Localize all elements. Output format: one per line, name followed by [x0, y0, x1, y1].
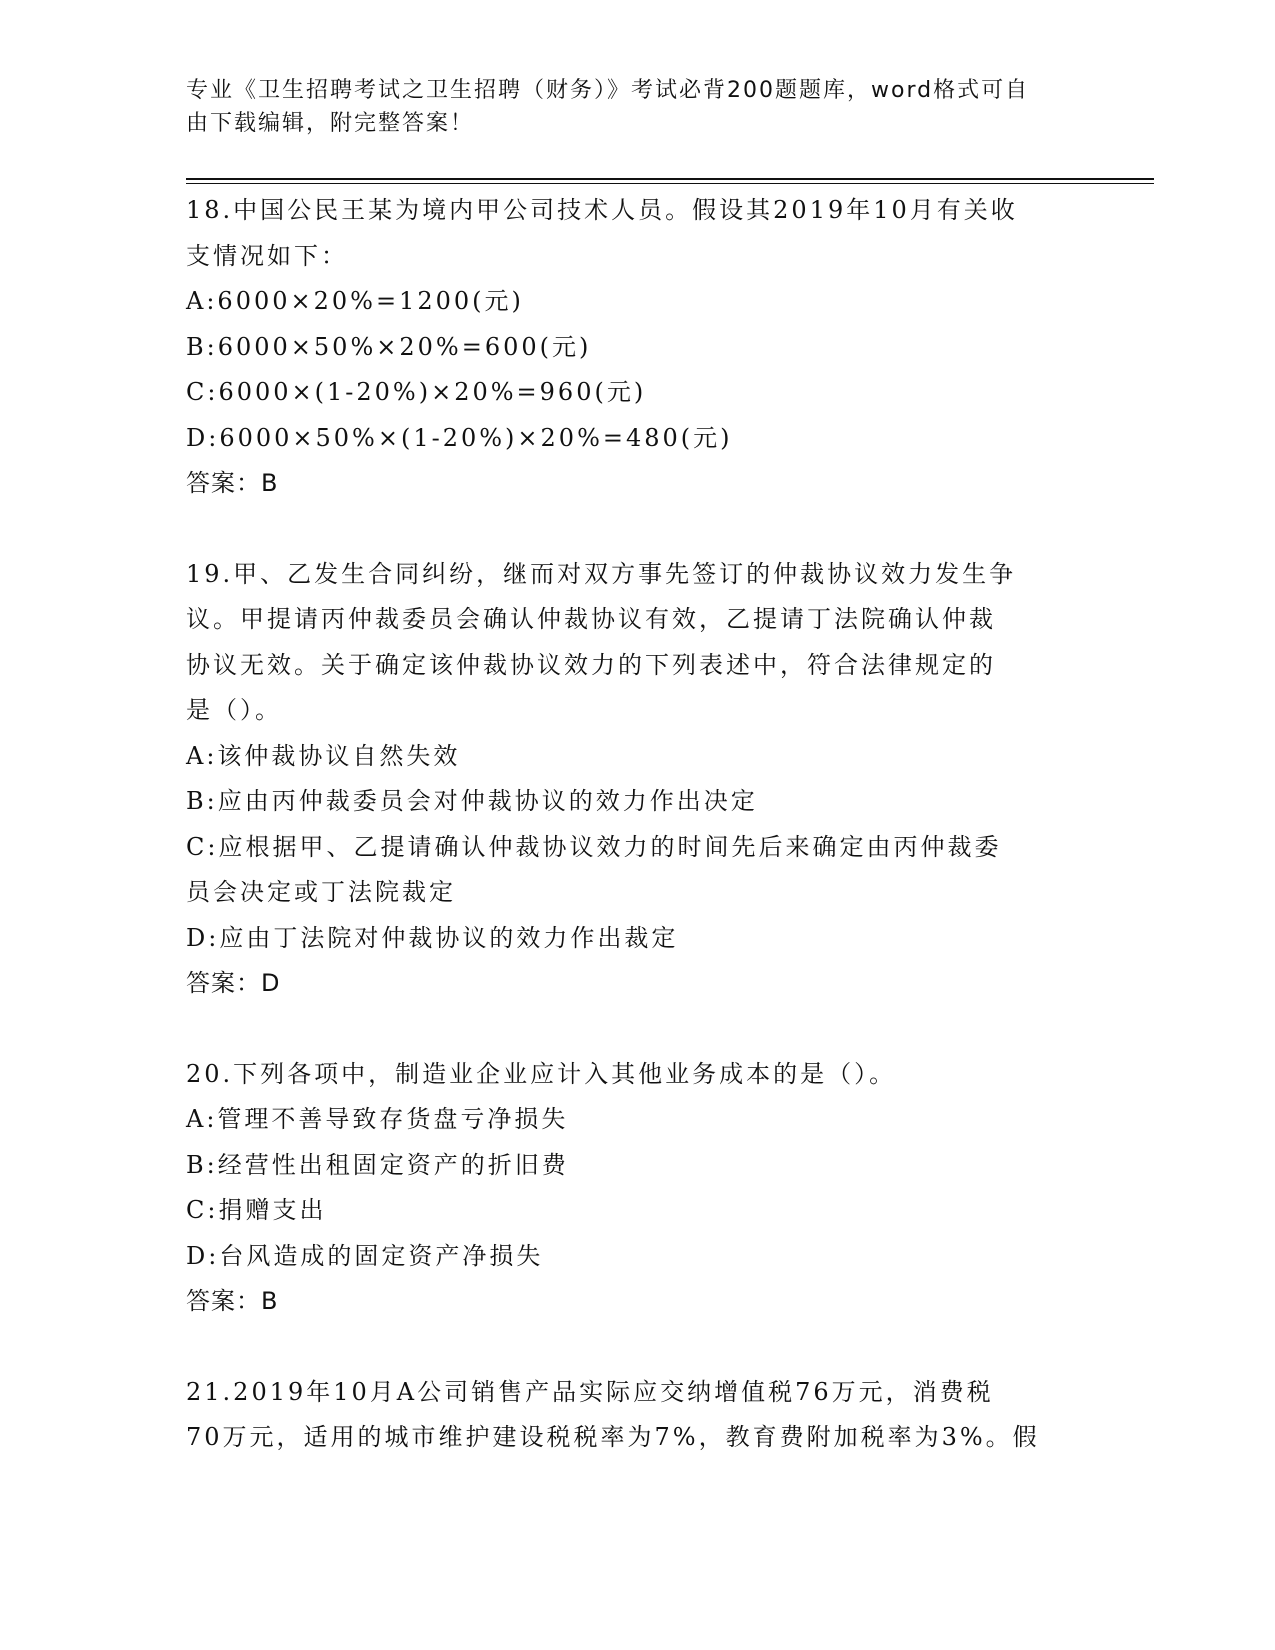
question-text-line: 20.下列各项中，制造业企业应计入其他业务成本的是（）。 [186, 1059, 897, 1088]
answer: 答案：B [186, 1287, 279, 1315]
option-b: B:应由丙仲裁委员会对仲裁协议的效力作出决定 [186, 787, 758, 815]
option-b: B:6000×50%×20%=600(元) [186, 332, 592, 361]
question-text-line: 是（）。 [186, 696, 282, 724]
header-line-2: 由下载编辑，附完整答案！ [186, 111, 475, 136]
question-list [186, 188, 1086, 1506]
header-divider-thin [186, 183, 1154, 184]
option-b: B:经营性出租固定资产的折旧费 [186, 1150, 569, 1179]
option-c: C:捐赠支出 [186, 1196, 327, 1224]
option-a: A:该仲裁协议自然失效 [186, 741, 461, 770]
question-20 [186, 1052, 1086, 1325]
answer: 答案：B [186, 469, 279, 497]
question-text-line: 支情况如下： [186, 241, 348, 270]
option-c: C:应根据甲、乙提请确认仲裁协议效力的时间先后来确定由丙仲裁委 [186, 832, 1002, 861]
question-text-line: 议。甲提请丙仲裁委员会确认仲裁协议有效，乙提请丁法院确认仲裁 [186, 605, 996, 633]
option-c-continued: 员会决定或丁法院裁定 [186, 878, 456, 906]
question-text-line: 19.甲、乙发生合同纠纷，继而对双方事先签订的仲裁协议效力发生争 [186, 559, 1017, 588]
option-d: D:应由丁法院对仲裁协议的效力作出裁定 [186, 923, 679, 952]
header-divider-thick [186, 178, 1154, 180]
question-19 [186, 552, 1086, 1007]
question-text-line: 协议无效。关于确定该仲裁协议效力的下列表述中，符合法律规定的 [186, 650, 996, 679]
option-c: C:6000×(1-20%)×20%=960(元) [186, 378, 647, 406]
answer: 答案：D [186, 969, 281, 997]
document-header [186, 74, 1086, 140]
question-text-line: 18.中国公民王某为境内甲公司技术人员。假设其2019年10月有关收 [186, 196, 1018, 224]
option-a: A:6000×20%=1200(元) [186, 287, 524, 315]
header-line-1: 专业《卫生招聘考试之卫生招聘（财务）》考试必背200题题库，word格式可自 [186, 78, 1030, 103]
question-21 [186, 1370, 1086, 1461]
question-text-line: 70万元，适用的城市维护建设税税率为7%，教育费附加税率为3%。假 [186, 1423, 1040, 1451]
option-a: A:管理不善导致存货盘亏净损失 [186, 1105, 569, 1133]
question-18 [186, 188, 1086, 507]
option-d: D:6000×50%×(1-20%)×20%=480(元) [186, 423, 733, 452]
question-text-line: 21.2019年10月A公司销售产品实际应交纳增值税76万元，消费税 [186, 1377, 994, 1406]
option-d: D:台风造成的固定资产净损失 [186, 1241, 544, 1270]
